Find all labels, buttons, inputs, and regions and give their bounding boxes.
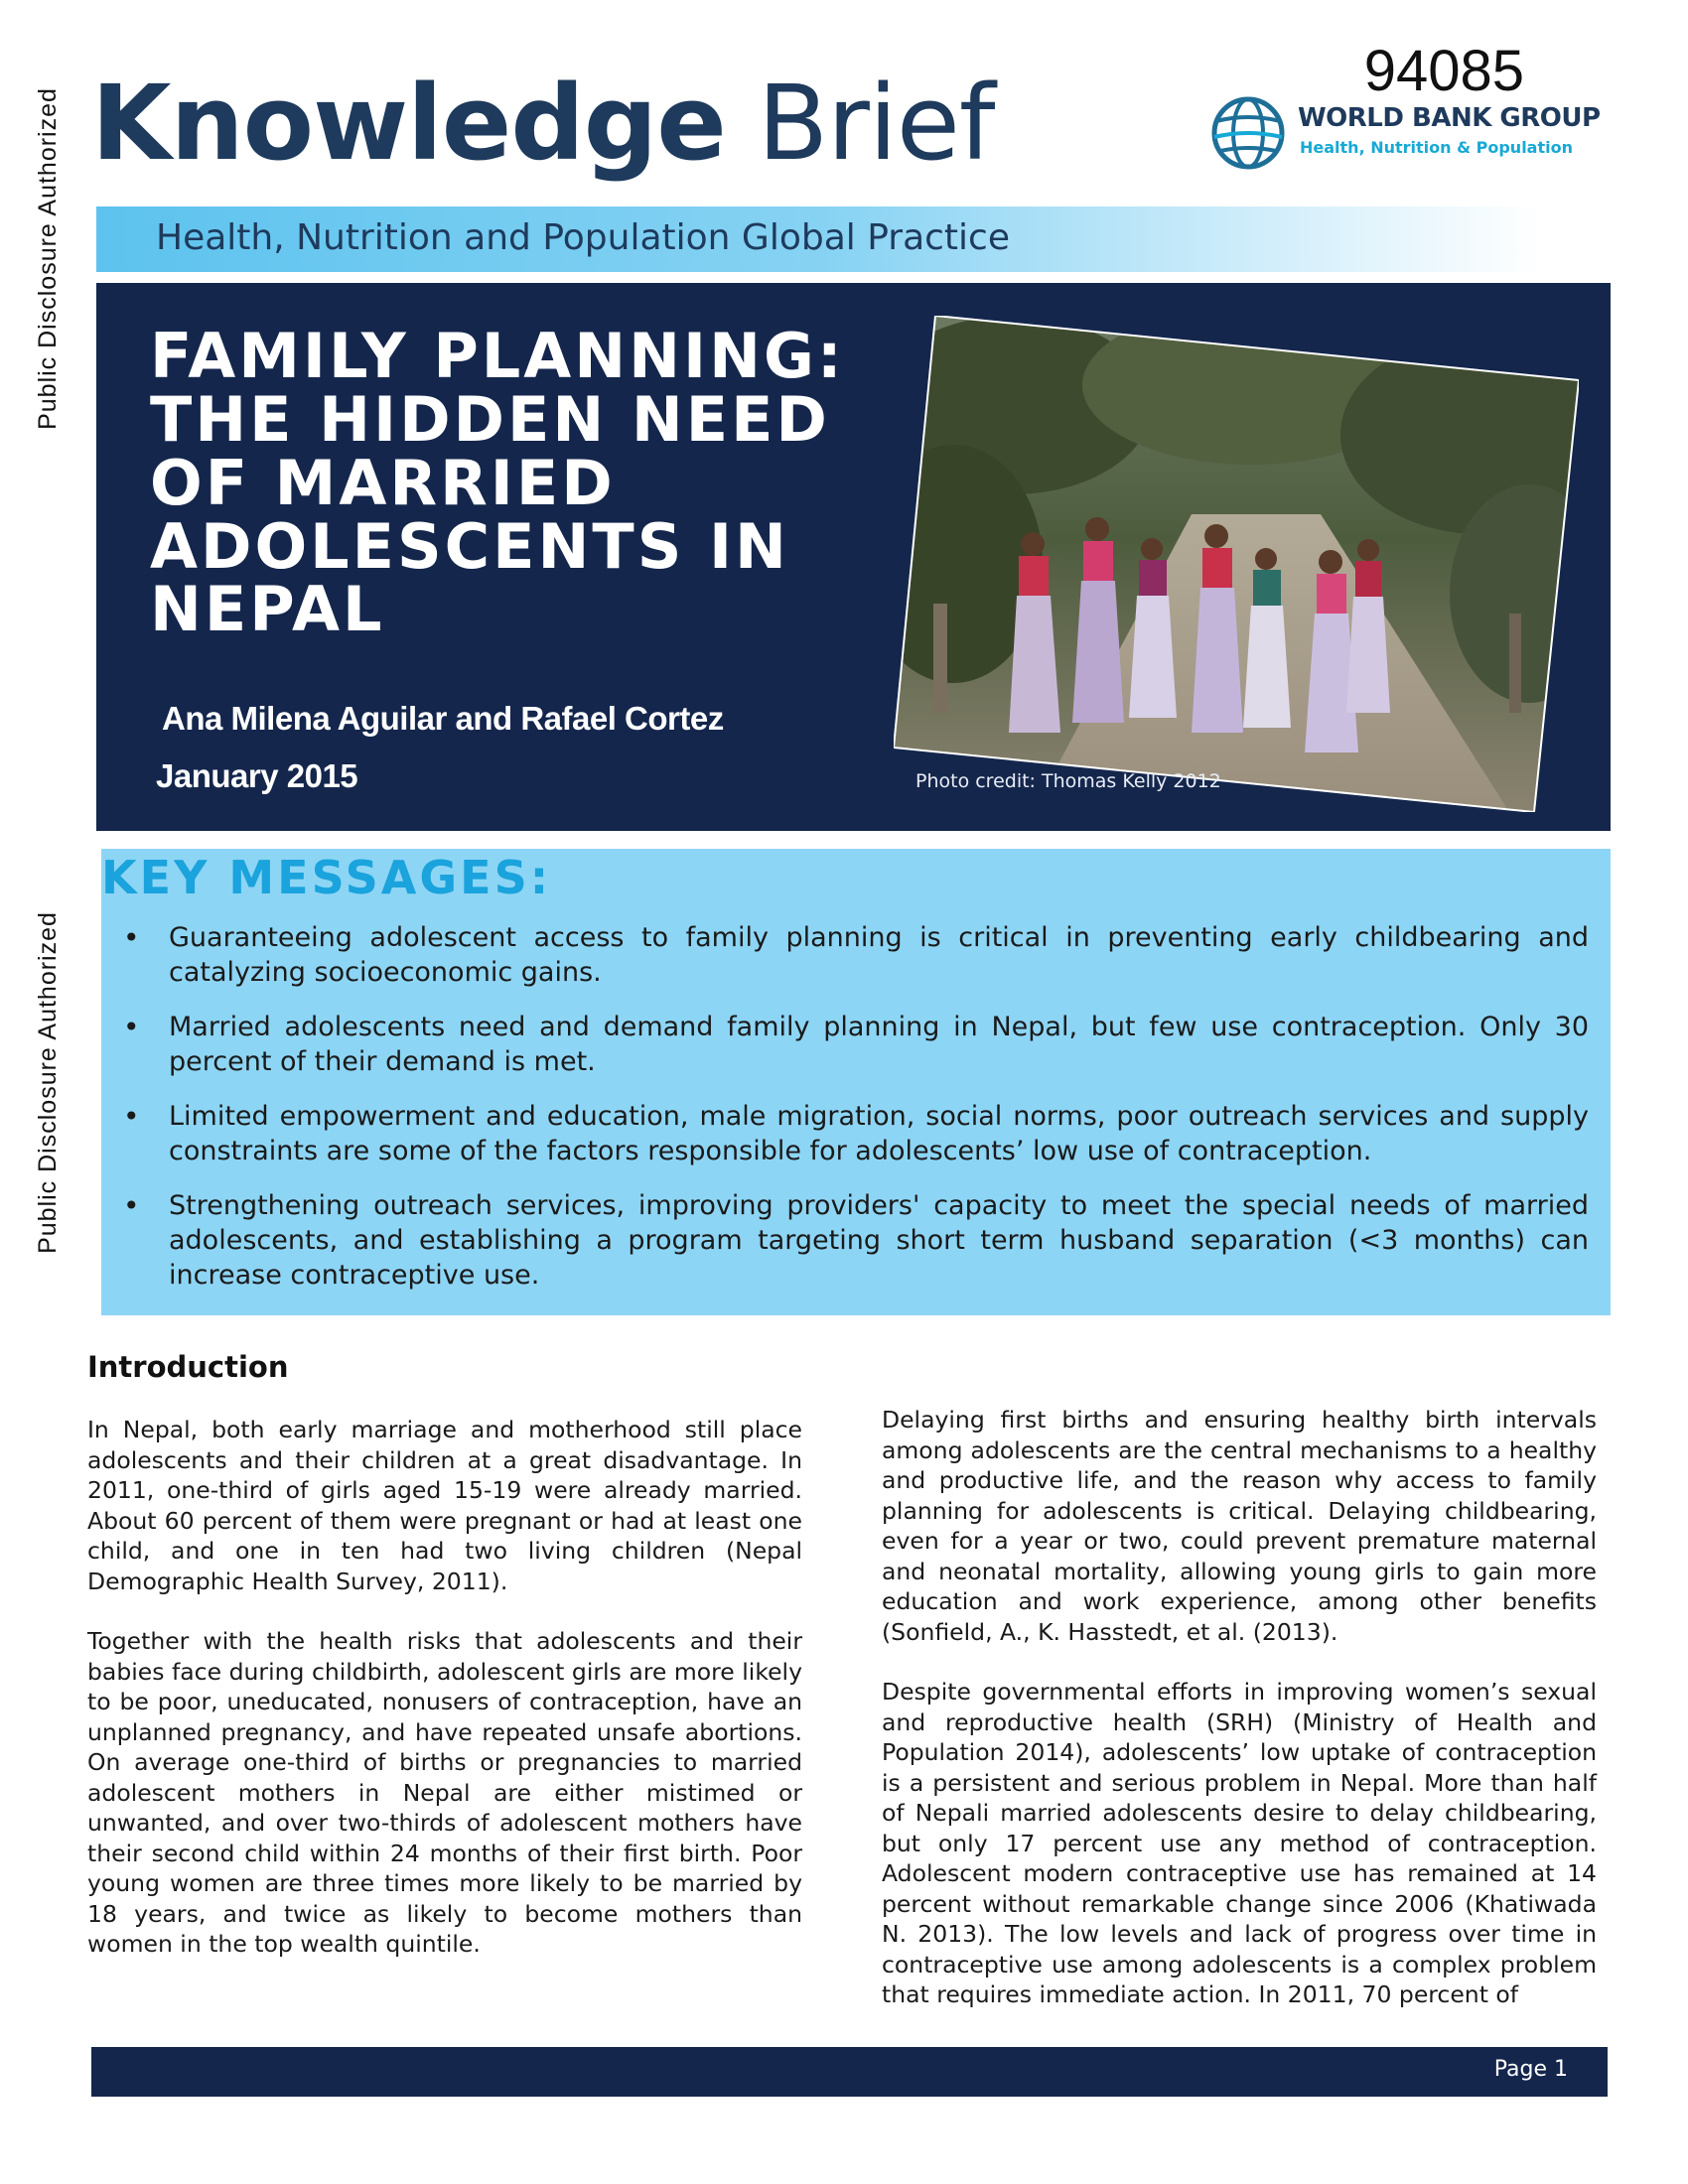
- side-disclosure-text: Public Disclosure Authorized: [33, 910, 62, 1254]
- list-item: • Guaranteeing adolescent access to family planning is critical in preventing early childbearing and catalyzing socioeconomic gains.: [119, 920, 1589, 990]
- body-column-right: [882, 1405, 1597, 2040]
- brief-title-bold: Knowledge: [91, 63, 726, 184]
- key-messages-list: [119, 920, 1589, 1312]
- side-disclosure-text: Public Disclosure Authorized: [33, 86, 62, 430]
- side-disclosure-label-middle: [8, 854, 87, 1310]
- list-item: • Strengthening outreach services, improving providers' capacity to meet the special needs of married adolescents, and establishing a program targeting short term husband separation (<3 months) can increase contraceptive use.: [119, 1188, 1589, 1293]
- world-bank-group-logo: [1206, 91, 1623, 181]
- hero-photo: [894, 316, 1579, 812]
- brief-title-regular: Brief: [757, 63, 995, 184]
- paragraph: In Nepal, both early marriage and motherhood still place adolescents and their children at a great disadvantage. In 2011, one-third of girls aged 15-19 were already married. About 60 percent of them were pregnant or had at least one child, and one in ten had two living children (Nepal Demographic Health Survey, 2011).: [87, 1416, 802, 1595]
- page-number: Page 1: [1493, 2057, 1568, 2082]
- key-messages-box: [101, 849, 1611, 1315]
- logo-name: WORLD BANK GROUP: [1298, 103, 1601, 133]
- paragraph: Delaying first births and ensuring healthy birth intervals among adolescents are the central mechanisms to a healthy and productive life, and the reason why access to family planning for adolescents is critical. Delaying childbearing, even for a year or two, could prevent premature maternal and neonatal mortality, allowing young girls to gain more education and work experience, among other benefits (Sonfield, A., K. Hasstedt, et al. (2013).: [882, 1406, 1597, 1646]
- list-item: • Limited empowerment and education, male migration, social norms, poor outreach services and supply constraints are some of the factors responsible for adolescents’ low use of contraception.: [119, 1099, 1589, 1168]
- paragraph: Despite governmental efforts in improving women’s sexual and reproductive health (SRH) (Ministry of Health and Population 2014), adolescents’ low uptake of contraception is a persistent and serious problem in Nepal. More than half of Nepali married adolescents desire to delay childbearing, but only 17 percent use any method of contraception. Adolescent modern contraceptive use has remained at 14 percent without remarkable change since 2006 (Khatiwada N. 2013). The low levels and lack of progress over time in contraceptive use among adolescents is a complex problem that requires immediate action. In 2011, 70 percent of: [882, 1678, 1597, 2008]
- document-number: 94085: [1363, 39, 1524, 103]
- paragraph: Together with the health risks that adolescents and their babies face during childbirth, adolescent girls are more likely to be poor, uneducated, nonusers of contraception, have an unplanned pregnancy, and have repeated unsafe abortions. On average one-third of births or pregnancies to married adolescent mothers in Nepal are either mistimed or unwanted, and over two-thirds of adolescent mothers have their second child within 24 months of their first birth. Poor young women are three times more likely to be married by 18 years, and twice as likely to become mothers than women in the top wealth quintile.: [87, 1627, 802, 1958]
- key-messages-heading: KEY MESSAGES:: [101, 851, 552, 904]
- introduction-heading: Introduction: [87, 1350, 289, 1384]
- hero-title: FAMILY PLANNING: THE HIDDEN NEED OF MARRIED ADOLESCENTS IN NEPAL: [150, 320, 845, 646]
- globe-icon: [1208, 93, 1288, 173]
- body-column-left: [87, 1415, 802, 1989]
- list-item: • Married adolescents need and demand family planning in Nepal, but few use contraception. Only 30 percent of their demand is met.: [119, 1010, 1589, 1079]
- side-disclosure-label-top: [8, 30, 87, 486]
- hero-date: January 2015: [156, 757, 358, 794]
- hero-authors: Ana Milena Aguilar and Rafael Cortez: [162, 700, 724, 737]
- logo-subtitle: Health, Nutrition & Population: [1300, 138, 1573, 157]
- footer-bar: [91, 2047, 1608, 2097]
- practice-name: Health, Nutrition and Population Global Practice: [156, 217, 1010, 258]
- practice-banner: [96, 206, 1541, 272]
- photo-credit: Photo credit: Thomas Kelly 2012: [915, 770, 1221, 792]
- brief-title: [91, 63, 995, 184]
